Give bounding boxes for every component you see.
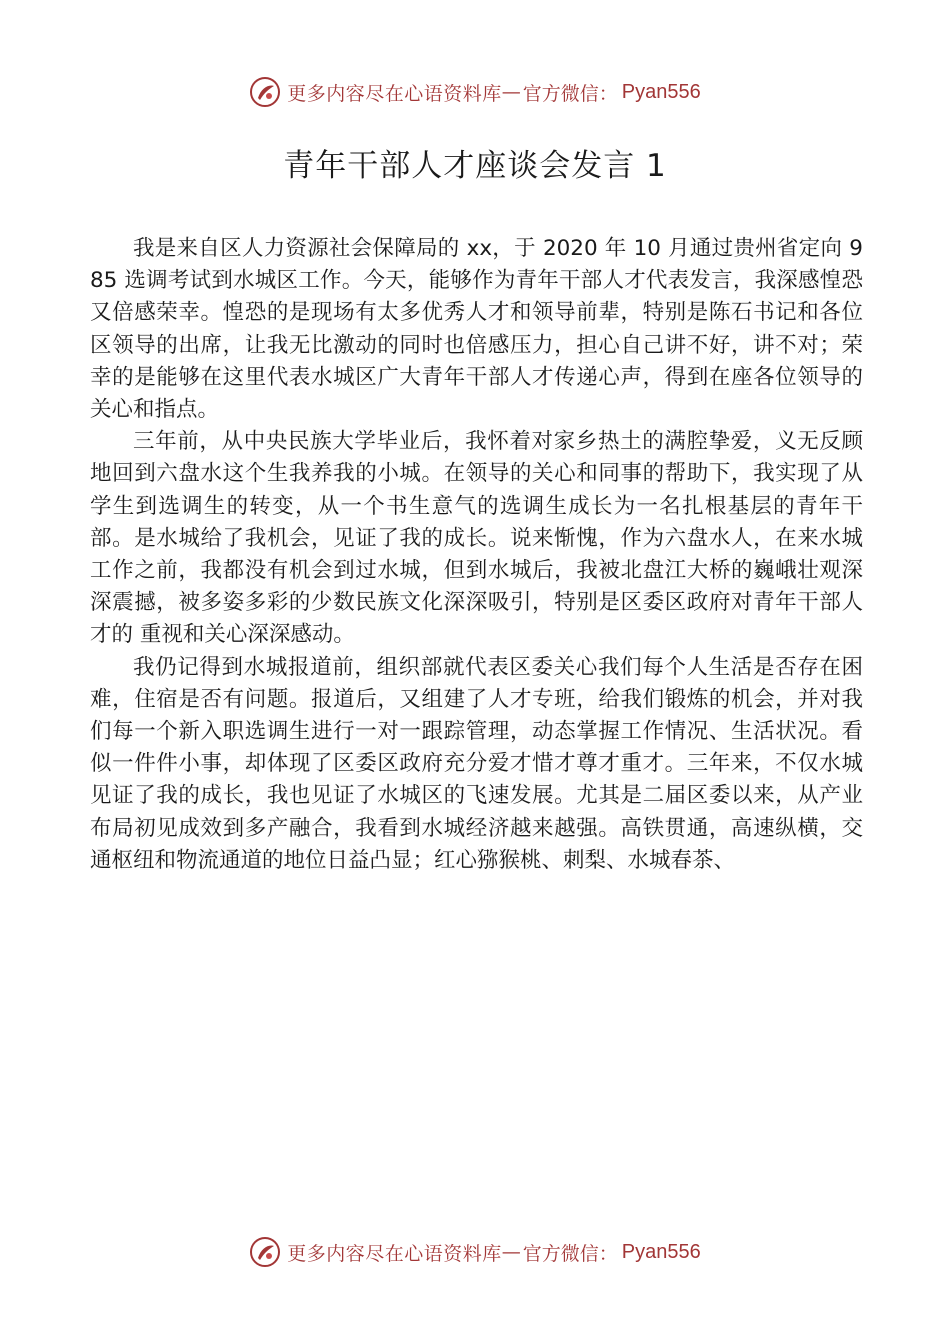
footer-banner (0, 1234, 950, 1270)
document-body (90, 233, 863, 877)
banner-separator: — (501, 1241, 521, 1263)
banner-wechat-id: Pyan556 (621, 80, 701, 103)
banner-slogan: 更多内容尽在心语资料库 (287, 82, 502, 105)
library-logo-icon (249, 1236, 281, 1268)
header-banner (0, 74, 950, 110)
paragraph-3: 我仍记得到水城报道前，组织部就代表区委关心我们每个人生活是否存在困难，住宿是否有问题。报道后，又组建了人才专班，给我们锻炼的机会，并对我们每一个新入职选调生进行一对一跟踪管理，动态掌握工作情况、生活状况。看似一件件小事，却体现了区委区政府充分爱才惜才尊才重才。三年来，不仅水城见证了我的成长，我也见证了水城区的飞速发展。尤其是二届区委以来，从产业布局初见成效到多产融合，我看到水城经济越来越强。高铁贯通，高速纵横，交通枢纽和物流通道的地位日益凸显；红心猕猴桃、刺梨、水城春茶、 (90, 654, 863, 873)
paragraph-2: 三年前，从中央民族大学毕业后，我怀着对家乡热土的满腔挚爱，义无反顾地回到六盘水这个生我养我的小城。在领导的关心和同事的帮助下，我实现了从学生到选调生的转变，从一个书生意气的选调生成长为一名扎根基层的青年干部。是水城给了我机会，见证了我的成长。说来惭愧，作为六盘水人，在来水城工作之前，我都没有机会到过水城，但到水城后，我被北盘江大桥的巍峨壮观深深震撼，被多姿多彩的少数民族文化深深吸引，特别是区委区政府对青年干部人才的 重视和关心深深感动。 (90, 429, 863, 648)
banner-wechat-label: 官方微信： (522, 82, 618, 105)
banner-wechat-id: Pyan556 (621, 1240, 701, 1263)
paragraph-1: 我是来自区人力资源社会保障局的 xx，于 2020 年 10 月通过贵州省定向 985 选调考试到水城区工作。今天，能够作为青年干部人才代表发言，我深感惶恐又倍感荣幸。惶恐的是现场有太多优秀人才和领导前辈，特别是陈石书记和各位区领导的出席，让我无比激动的同时也倍感压力，担心自己讲不好，讲不对；荣幸的是能够在这里代表水城区广大青年干部人才传递心声，得到在座各位领导的关心和指点。 (90, 236, 863, 423)
library-logo-icon (249, 76, 281, 108)
banner-separator: — (501, 81, 521, 103)
banner-slogan: 更多内容尽在心语资料库 (287, 1242, 502, 1265)
page-title: 青年干部人才座谈会发言 1 (283, 148, 667, 184)
banner-wechat-label: 官方微信： (522, 1242, 618, 1265)
